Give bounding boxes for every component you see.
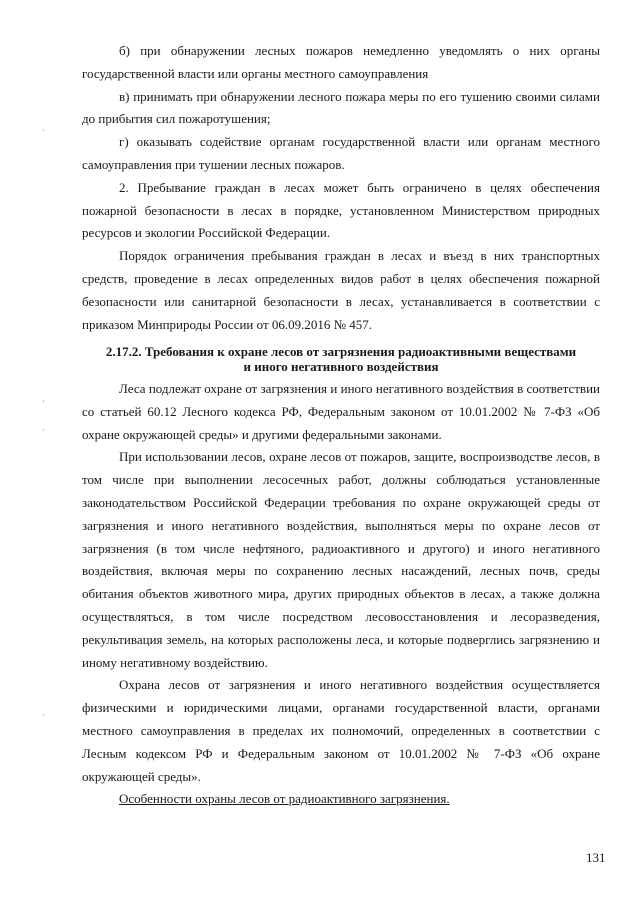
section-heading: [82, 345, 600, 374]
paragraph-2: 2. Пребывание граждан в лесах может быть ограничено в целях обеспечения пожарной безопасности в лесах в порядке, установленном Министерством природных ресурсов и экологии Российской Федерации.: [82, 179, 600, 241]
scan-speck: ·: [42, 397, 45, 406]
page-number: 131: [586, 850, 606, 865]
scan-speck: ·: [42, 711, 45, 720]
section-paragraph-2: При использовании лесов, охране лесов от пожаров, защите, воспроизводстве лесов, в том числе при выполнении лесосечных работ, должны соблюдаться установленные законодательством Российской Федерации требования по охране окружающей среды от загрязнения и иного негативного воздействия, выполняться меры по охране лесов от загрязнения (в том числе нефтяного, радиоактивного и другого) и иного негативного воздействия, включая меры по сохранению лесных насаждений, лесных почв, среды обитания объектов животного мира, других природных объектов в лесах, а также должна осуществляться, в том числе посредством лесовосстановления и лесоразведения, рекультивация земель, на которых расположены леса, и которые подверглись загрязнению и иному негативному воздействию.: [82, 449, 600, 670]
paragraph-restriction-order: Порядок ограничения пребывания граждан в лесах и въезд в них транспортных средств, проведение в лесах определенных видов работ в целях обеспечения пожарной безопасности или санитарной безопасности в лесах, устанавливается в соответствии с приказом Минприроды России от 06.09.2016 № 457.: [82, 248, 600, 332]
list-item-b: б) при обнаружении лесных пожаров немедленно уведомлять о них органы государственной власти или органы местного самоуправления: [82, 43, 600, 81]
section-body: [82, 378, 600, 811]
section-paragraph-1: Леса подлежат охране от загрязнения и иного негативного воздействия в соответствии со статьей 60.12 Лесного кодекса РФ, Федеральным законом от 10.01.2002 № 7-ФЗ «Об охране окружающей среды» и другими федеральными законами.: [82, 381, 600, 442]
list-item-v: в) принимать при обнаружении лесного пожара меры по его тушению своими силами до прибытия сил пожаротушения;: [82, 88, 600, 127]
section-heading-line-1: 2.17.2. Требования к охране лесов от загрязнения радиоактивными веществами: [105, 344, 577, 359]
scan-speck: ·: [42, 426, 45, 435]
section-paragraph-3: Охрана лесов от загрязнения и иного негативного воздействия осуществляется физическими и юридическими лицами, органами государственной власти, органами местного самоуправления в пределах их полномочий, определенных в соответствии с Лесным кодексом РФ и Федеральным законом от 10.01.2002 № 7-ФЗ «Об охране окружающей среды».: [82, 677, 600, 784]
list-block: [82, 40, 600, 336]
scan-speck: ·: [42, 126, 45, 135]
subsection-underlined-title: Особенности охраны лесов от радиоактивного загрязнения.: [119, 791, 450, 807]
list-item-g: г) оказывать содействие органам государственной власти или органам местного самоуправления при тушении лесных пожаров.: [82, 134, 600, 172]
section-heading-line-2: и иного негативного воздействия: [243, 358, 439, 374]
